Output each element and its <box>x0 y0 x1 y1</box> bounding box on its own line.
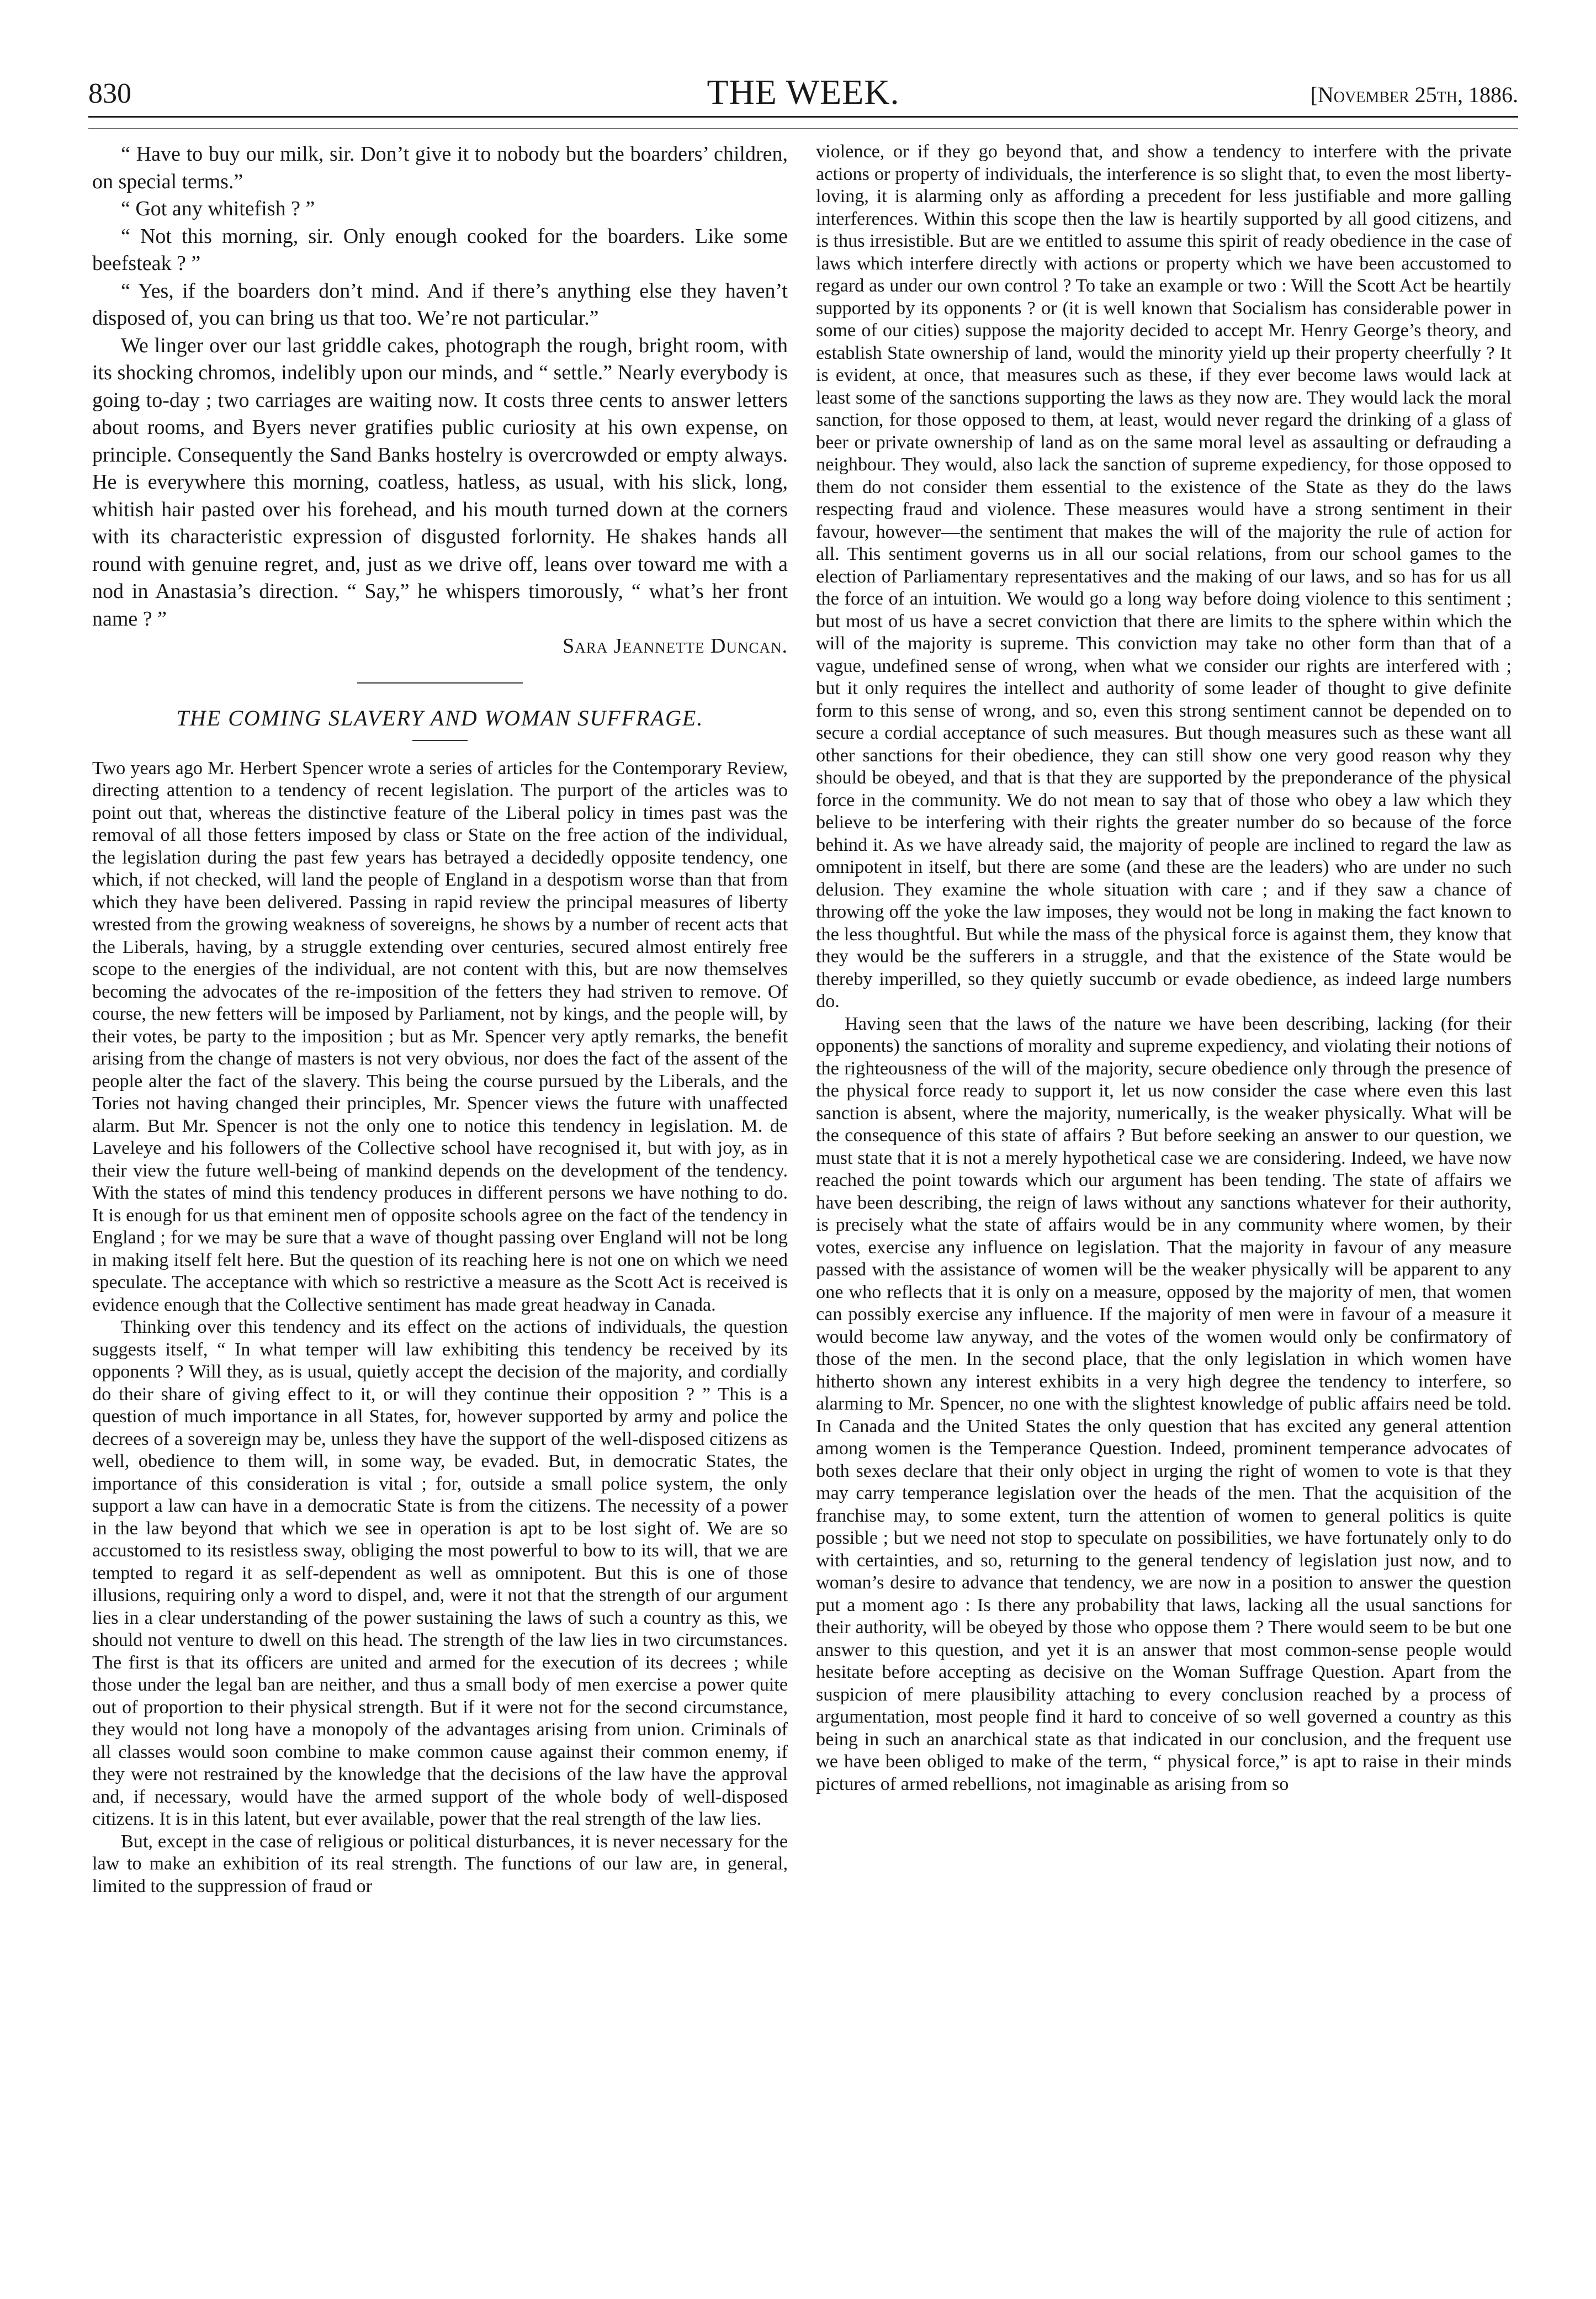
title-rule <box>412 740 468 741</box>
section-divider <box>357 682 523 684</box>
article-paragraph: violence, or if they go beyond that, and show a tendency to interfere with the private actions or property of individuals, the interference is so slight that, to even the most liberty-loving, it is alarming only as affording a precedent for less justifiable and more galling interferences. Within this scope then the law is heartily supported by all good citizens, and is thus irresistible. But are we entitled to assume this spirit of ready obedience in the case of laws which interfere directly with actions or property which we have been accustomed to regard as under our own control ? To take an example or two : Will the Scott Act be heartily supported by its opponents ? or (it is well known that Socialism has considerable power in some of our cities) suppose the majority decided to accept Mr. Henry George’s theory, and establish State ownership of land, would the minority yield up their property cheerfully ? It is evident, at once, that measures such as these, if they ever become laws would lack at least some of the sanctions supporting the laws as they now are. They would lack the moral sanction, for those opposed to them, at least, would never regard the drinking of a glass of beer or private ownership of land as on the same moral level as assaulting or defrauding a neighbour. They would, also lack the sanction of supreme expediency, for those opposed to them do not consider them essential to the existence of the State as they do the laws respecting fraud and violence. These measures would have a strong sentiment in their favour, however—the sentiment that makes the will of the majority the rule of action for all. This sentiment governs us in all our social relations, from our school games to the election of Parliamentary representatives and the making of our laws, and so has for us all the force of an intuition. We would go a long way before doing violence to this sentiment ; but most of us have a secret conviction that there are limits to the sphere within which the will of the majority is supreme. This conviction may take no other form than that of a vague, undefined sense of wrong, when what we consider our rights are interfered with ; but it only requires the intellect and authority of some leader of thought to give definite form to this sense of wrong, and so, even this strong sentiment cannot be depended on to secure a cordial acceptance of such measures. But though measures such as these want all other sanctions for their obedience, they can still show one very good reason why they should be obeyed, and that is that they are supported by the preponderance of the physical force in the community. We do not mean to say that of those who obey a law which they believe to be interfering with their rights the greater number do so because of the force behind it. As we have already said, the majority of people are inclined to regard the law as omnipotent in itself, but there are some (and these are the leaders) who are under no such delusion. They examine the whole situation with care ; and if they saw a chance of throwing off the yoke the law imposes, they would not be long in making the fact known to the less thoughtful. But while the mass of the physical force is against them, they know that they would be the sufferers in a struggle, and that the existence of the State would be thereby imperilled, so they quietly succumb or evade obedience, as indeed large numbers do. <box>816 141 1512 1011</box>
story-paragraph: “ Yes, if the boarders don’t mind. And if there’s anything else they haven’t disposed of, you can bring us that too. We’re not particular.” <box>92 279 788 330</box>
issue-date: [November 25th, 1886. <box>1310 82 1518 107</box>
story-paragraph: “ Not this morning, sir. Only enough cooked for the boarders. Like some beefsteak ? ” <box>92 224 788 275</box>
story-paragraph: We linger over our last griddle cakes, photograph the rough, bright room, with its shocking chromos, indelibly upon our minds, and “ settle.” Nearly everybody is going to-day ; two carriages are waiting now. It costs three cents to answer letters about rooms, and Byers never gratifies public curiosity at his own expense, on principle. Consequently the Sand Banks hostelry is overcrowded or empty always. He is everywhere this morning, coatless, hatless, as usual, with his slick, long, whitish hair pasted over his forehead, and his mouth turned down at the corners with its characteristic expression of disgusted forlornity. He shakes hands all round with genuine regret, and, just as we drive off, leans over toward me with a nod in Anastasia’s direction. “ Say,” he whispers timorously, “ what’s her front name ? ” <box>92 333 788 631</box>
article-paragraph: Thinking over this tendency and its effect on the actions of individuals, the question suggests itself, “ In what temper will law exhibiting this tendency be received by its opponents ? Will they, as is usual, quietly accept the decision of the majority, and cordially do their share of giving effect to it, or will they continue their opposition ? ” This is a question of much importance in all States, for, however supported by army and police the decrees of a sovereign may be, unless they have the support of the well-disposed citizens as well, obedience to them will, in some way, be evaded. But, in democratic States, the importance of this consideration is vital ; for, outside a small police system, the only support a law can have in a democratic State is from the citizens. The necessity of a power in the law beyond that which we see in operation is apt to be lost sight of. We are so accustomed to its resistless sway, obliging the most powerful to bow to its will, that we are tempted to regard it as self-dependent as well as omnipotent. But this is one of those illusions, requiring only a word to dispel, and, were it not that the strength of our argument lies in a clear understanding of the power sustaining the laws of such a country as this, we should not venture to dwell on this head. The strength of the law lies in two circumstances. The first is that its officers are united and armed for the execution of its decrees ; while those under the legal ban are neither, and thus a small body of men exercise a power quite out of proportion to their physical strength. But if it were not for the second circumstance, they would not long have a monopoly of the advantages arising from union. Criminals of all classes would soon combine to make common cause against their common enemy, if they were not restrained by the knowledge that the decisions of the law have the approval and, if necessary, would have the armed support of the whole body of well-disposed citizens. It is in this latent, but ever available, power that the real strength of the law lies. <box>92 1317 788 1829</box>
article-paragraph: Having seen that the laws of the nature we have been describing, lacking (for their opponents) the sanctions of morality and supreme expediency, and violating their notions of the righteousness of the will of the majority, secure obedience only through the presence of the physical force ready to support it, let us now consider the case where even this last sanction is absent, where the majority, numerically, is the weaker physically. What will be the consequence of this state of affairs ? But before seeking an answer to our question, we must state that it is not a merely hypothetical case we are considering. Indeed, we have now reached the point towards which our argument has been tending. The state of affairs we have been describing, the reign of laws without any sanctions whatever for their authority, is precisely what the state of affairs would be in any community where women, by their votes, exercise any influence on legislation. That the majority in favour of any measure passed with the assistance of women will be the weaker physically will be apparent to any one who reflects that it is only on a measure, opposed by the majority of men, that women can possibly exercise any influence. If the majority of men were in favour of a measure it would become law anyway, and the votes of the women would only be confirmatory of those of the men. In the second place, that the only legislation in which women have hitherto shown any interest exhibits in a very high degree the tendency to interfere, so alarming to Mr. Spencer, no one with the slightest knowledge of public affairs need be told. In Canada and the United States the only question that has excited any general attention among women is the Temperance Question. Indeed, prominent temperance advocates of both sexes declare that their only object in urging the right of women to vote is that they may carry temperance legislation over the heads of the men. That the acquisition of the franchise may, to some extent, turn the attention of women to general politics is quite possible ; but we need not stop to speculate on possibilities, we have fortunately only to do with certainties, and so, returning to the general tendency of legislation just now, and to woman’s desire to advance that tendency, we are now in a position to answer the question put a moment ago : Is there any probability that laws, lacking all the usual sanctions for their authority, will be obeyed by those who oppose them ? There would seem to be but one answer to this question, and yet it is an answer that most common-sense people would hesitate before accepting as decisive on the Woman Suffrage Question. Apart from the suspicion of mere plausibility attaching to every conclusion reached by a process of argumentation, most people find it hard to conceive of so well governed a country as this being in such an anarchical state as that indicated in our conclusion, and the frequent use we have been obliged to make of the term, “ physical force,” is apt to raise in their minds pictures of armed rebellions, not imaginable as arising from so <box>816 1013 1512 1794</box>
page-header <box>88 72 1518 118</box>
author-signature: Sara Jeannette Duncan. <box>563 634 788 658</box>
story-continuation <box>92 141 788 660</box>
left-column <box>92 141 788 1898</box>
article-paragraph: But, except in the case of religious or political disturbances, it is never necessary for the law to make an exhibition of its real strength. The functions of our law are, in general, limited to the suppression of fraud or <box>92 1831 788 1897</box>
article-paragraph: Two years ago Mr. Herbert Spencer wrote a series of articles for the Contemporary Review, directing attention to a tendency of recent legislation. The purport of the articles was to point out that, whereas the distinctive feature of the Liberal policy in times past was the removal of all those fetters imposed by class or State on the free action of the individual, the legislation during the past few years has betrayed a decidedly opposite tendency, one which, if not checked, will land the people of England in a despotism worse than that from which they have been delivered. Passing in rapid review the principal measures of liberty wrested from the growing weakness of sovereigns, he shows by a number of recent acts that the Liberals, having, by a struggle extending over centuries, secured almost entirely free scope to the energies of the individual, are not content with this, but are now themselves becoming the advocates of the re-imposition of the fetters they had striven to remove. Of course, the new fetters will be imposed by Parliament, not by kings, and the people will, by their votes, be party to the imposition ; but as Mr. Spencer very aptly remarks, the benefit arising from the change of masters is not very obvious, nor does the fact of the assent of the people alter the fact of the slavery. This being the course pursued by the Liberals, and the Tories not having changed their principles, Mr. Spencer views the future with unaffected alarm. But Mr. Spencer is not the only one to notice this tendency in legislation. M. de Laveleye and his followers of the Collective school have recognised it, but with joy, as in their view the future well-being of mankind depends on the development of the tendency. With the states of mind this tendency produces in different persons we have nothing to do. It is enough for us that eminent men of opposite schools agree on the fact of the tendency in England ; for we may be sure that a wave of thought passing over England will not be long in making itself felt here. But the question of its reaching here is not one on which we need speculate. The acceptance with which so restrictive a measure as the Scott Act is received is evidence enough that the Collective sentiment has made great headway in Canada. <box>92 757 788 1315</box>
right-column <box>816 141 1512 1795</box>
story-paragraph: “ Got any whitefish ? ” <box>121 197 315 220</box>
header-rule <box>88 128 1518 129</box>
story-paragraph: “ Have to buy our milk, sir. Don’t give it to nobody but the boarders’ children, on special terms.” <box>92 142 788 193</box>
article-title: THE COMING SLAVERY AND WOMAN SUFFRAGE. <box>176 705 704 730</box>
page-number: 830 <box>88 78 131 109</box>
publication-title: THE WEEK. <box>707 72 900 112</box>
